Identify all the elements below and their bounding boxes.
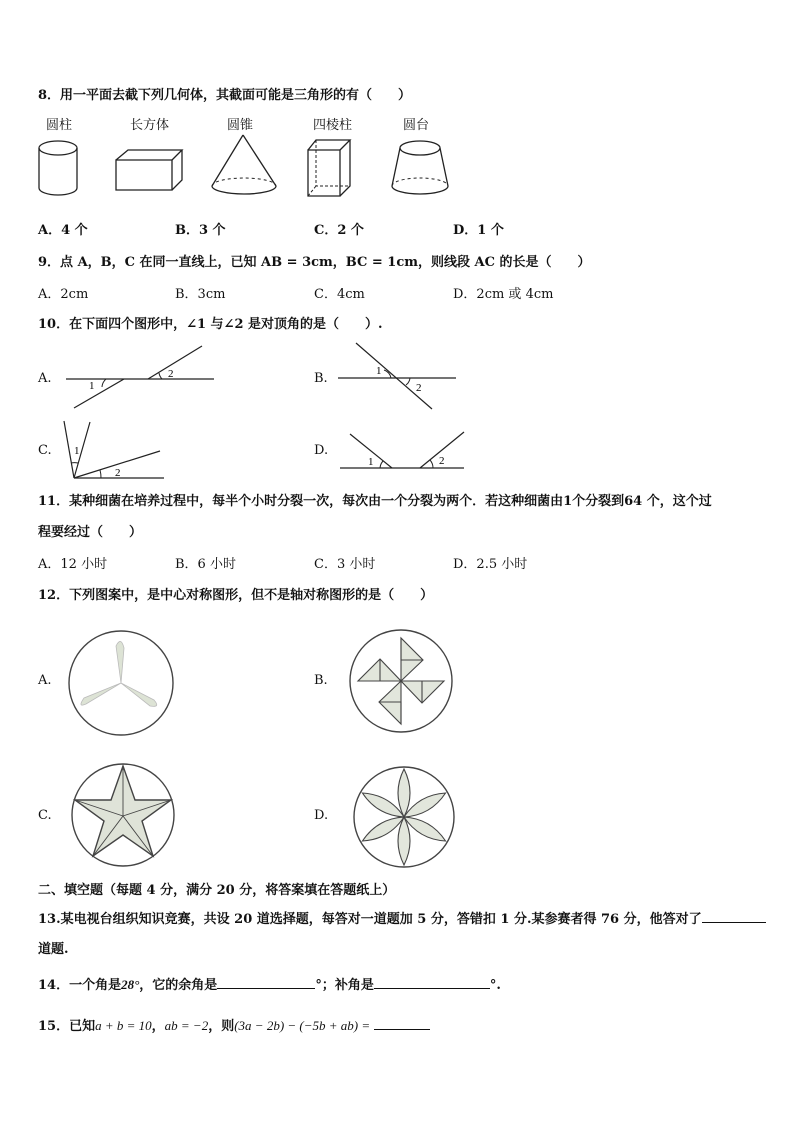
q12-figure-c-star [68,760,178,870]
shape-label-frustum: 圆台 [403,118,430,133]
q14-complement-blank[interactable] [217,976,315,989]
q12-figure-d-flower [350,763,458,871]
shape-label-prism: 四棱柱 [313,118,353,133]
q9-option-d[interactable]: D．2cm 或 4cm [453,287,554,302]
q15-expr: (3a − 2b) − (−5b + ab) = [234,1018,371,1033]
q15-prefix: 15．已知 [38,1019,96,1034]
q9-option-a[interactable]: A．2cm [38,287,89,302]
q8-option-d[interactable]: D．1 个 [453,223,504,238]
q9-option-b[interactable]: B．3cm [175,287,226,302]
q10-c-angle1-label: 1 [74,445,80,457]
q12-option-c[interactable]: C. [38,808,52,823]
question-13-line1 [38,908,766,927]
q8-option-a[interactable]: A．4 个 [38,223,88,238]
q15-cond2: ab = −2 [164,1018,209,1033]
q10-option-d[interactable]: D. [314,443,329,458]
cylinder-figure [30,138,86,200]
cone-figure [206,132,282,200]
q14-middle: ，它的余角是 [139,978,218,993]
q10-figure-b [336,340,460,412]
question-11-stem-line2: 程要经过（ ） [38,525,143,540]
q14-mid2: °；补角是 [315,978,374,993]
q10-figure-a [62,338,218,412]
q11-option-a[interactable]: A．12 小时 [38,557,108,572]
q10-figure-d [336,428,468,472]
q10-a-angle2-label: 2 [168,368,174,380]
question-9-stem: 9．点 A，B，C 在同一直线上，已知 AB = 3cm，BC = 1cm，则线段 AC 的长是（ ） [38,255,591,270]
question-14 [38,974,501,993]
q14-supplement-blank[interactable] [374,976,490,989]
question-13-line2: 道题. [38,942,69,957]
q10-b-angle2-label: 2 [416,382,422,394]
shape-label-cylinder: 圆柱 [46,118,73,133]
q15-middle: ，则 [208,1019,235,1034]
cuboid-figure [110,144,186,196]
q10-option-c[interactable]: C. [38,443,52,458]
q12-figure-a-three-blade [64,626,178,740]
q10-figure-c [60,418,168,482]
q9-option-c[interactable]: C．4cm [314,287,365,302]
q10-b-angle1-label: 1 [376,365,382,377]
question-12-stem: 12．下列图案中，是中心对称图形，但不是轴对称图形的是（ ） [38,588,434,603]
q11-option-c[interactable]: C．3 小时 [314,557,376,572]
q14-angle: 28° [121,977,140,992]
q8-option-c[interactable]: C．2 个 [314,223,364,238]
q13-answer-blank[interactable] [702,910,766,923]
q10-a-angle1-label: 1 [89,380,95,392]
q13-text: 13.某电视台组织知识竞赛，共设 20 道选择题，每答对一道题加 5 分，答错扣 1 分.某参赛者得 76 分，他答对了 [38,912,702,927]
prism-figure [304,136,356,202]
section-2-title: 二、填空题（每题 4 分，满分 20 分，将答案填在答题纸上） [38,883,396,898]
q15-cond1: a + b = 10 [95,1018,152,1033]
q8-option-b[interactable]: B．3 个 [175,223,226,238]
q12-option-b[interactable]: B. [314,673,328,688]
q12-figure-b-pinwheel [346,626,456,736]
q10-option-a[interactable]: A. [38,371,52,386]
q12-option-d[interactable]: D. [314,808,329,823]
q10-d-angle2-label: 2 [439,455,445,467]
q14-prefix: 14．一个角是 [38,978,122,993]
q10-option-b[interactable]: B. [314,371,328,386]
shape-label-cuboid: 长方体 [130,118,170,133]
q10-c-angle2-label: 2 [115,467,121,479]
q15-sep: ， [151,1019,165,1034]
q14-suffix: °. [489,978,501,993]
question-15 [38,1015,430,1034]
question-11-stem-line1: 11．某种细菌在培养过程中，每半个小时分裂一次，每次由一个分裂为两个．若这种细菌由1个分裂到64 个，这个过 [38,494,712,509]
question-8-stem: 8．用一平面去截下列几何体，其截面可能是三角形的有（ ） [38,88,412,103]
q12-option-a[interactable]: A. [38,673,52,688]
frustum-figure [388,138,452,200]
q15-answer-blank[interactable] [374,1017,430,1030]
q11-option-d[interactable]: D．2.5 小时 [453,557,528,572]
q10-d-angle1-label: 1 [368,456,374,468]
q11-option-b[interactable]: B．6 小时 [175,557,236,572]
shape-label-cone: 圆锥 [227,118,254,133]
question-10-stem: 10．在下面四个图形中，∠1 与∠2 是对顶角的是（ ）. [38,317,383,332]
